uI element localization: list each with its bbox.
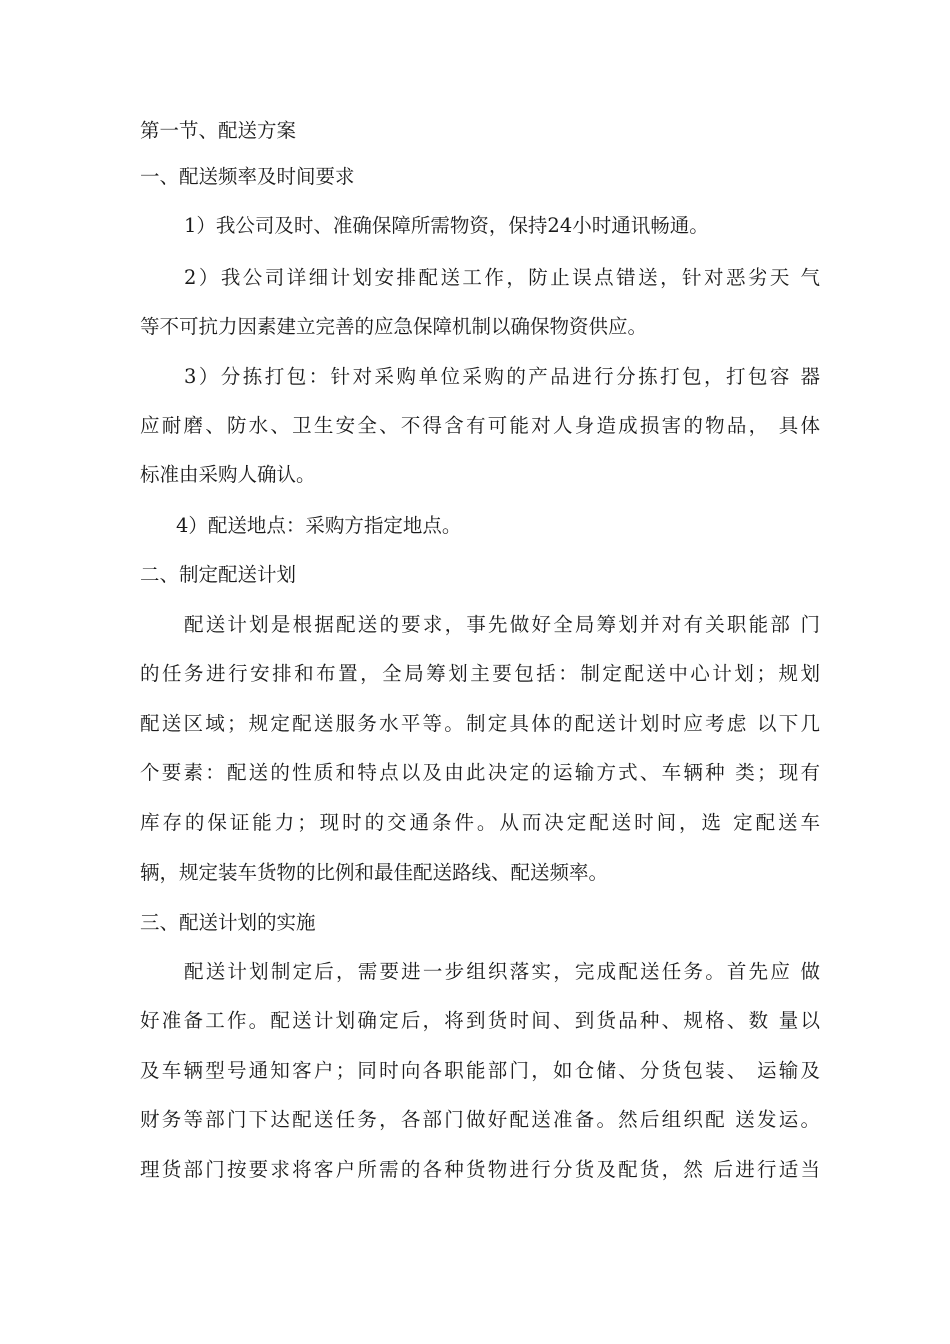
paragraph-implementation-line-1: 配送计划制定后，需要进一步组织落实，完成配送任务。首先应 做 xyxy=(184,960,820,983)
list-item-2-line-2: 等不可抗力因素建立完善的应急保障机制以确保物资供应。 xyxy=(140,315,648,338)
paragraph-implementation-line-4: 财务等部门下达配送任务，各部门做好配送准备。然后组织配 送发运。 xyxy=(140,1108,820,1131)
section-title: 第一节、配送方案 xyxy=(140,119,297,142)
paragraph-plan-line-6: 辆，规定装车货物的比例和最佳配送路线、配送频率。 xyxy=(140,861,609,884)
list-item-2-line-1: 2）我公司详细计划安排配送工作，防止误点错送，针对恶劣天 气 xyxy=(184,266,820,289)
list-item-1: 1）我公司及时、准确保障所需物资，保持24小时通讯畅通。 xyxy=(184,214,709,237)
list-item-3-line-2: 应耐磨、防水、卫生安全、不得含有可能对人身造成损害的物品， 具体 xyxy=(140,414,820,437)
paragraph-implementation-line-2: 好准备工作。配送计划确定后，将到货时间、到货品种、规格、数 量以 xyxy=(140,1009,820,1032)
list-item-3-line-3: 标准由采购人确认。 xyxy=(140,463,316,486)
list-item-4: 4）配送地点：采购方指定地点。 xyxy=(176,514,462,537)
paragraph-plan-line-4: 个要素：配送的性质和特点以及由此决定的运输方式、车辆种 类；现有 xyxy=(140,761,820,784)
paragraph-plan-line-1: 配送计划是根据配送的要求，事先做好全局筹划并对有关职能部 门 xyxy=(184,613,820,636)
paragraph-plan-line-2: 的任务进行安排和布置，全局筹划主要包括：制定配送中心计划；规划 xyxy=(140,662,820,685)
paragraph-implementation-line-5: 理货部门按要求将客户所需的各种货物进行分货及配货，然 后进行适当 xyxy=(140,1158,820,1181)
heading-delivery-frequency: 一、配送频率及时间要求 xyxy=(140,165,355,188)
heading-plan-implementation: 三、配送计划的实施 xyxy=(140,911,316,934)
heading-delivery-plan: 二、制定配送计划 xyxy=(140,563,297,586)
paragraph-plan-line-3: 配送区域；规定配送服务水平等。制定具体的配送计划时应考虑 以下几 xyxy=(140,712,820,735)
paragraph-implementation-line-3: 及车辆型号通知客户；同时向各职能部门，如仓储、分货包装、 运输及 xyxy=(140,1059,820,1082)
paragraph-plan-line-5: 库存的保证能力；现时的交通条件。从而决定配送时间，选 定配送车 xyxy=(140,811,820,834)
list-item-3-line-1: 3）分拣打包：针对采购单位采购的产品进行分拣打包，打包容 器 xyxy=(184,365,820,388)
